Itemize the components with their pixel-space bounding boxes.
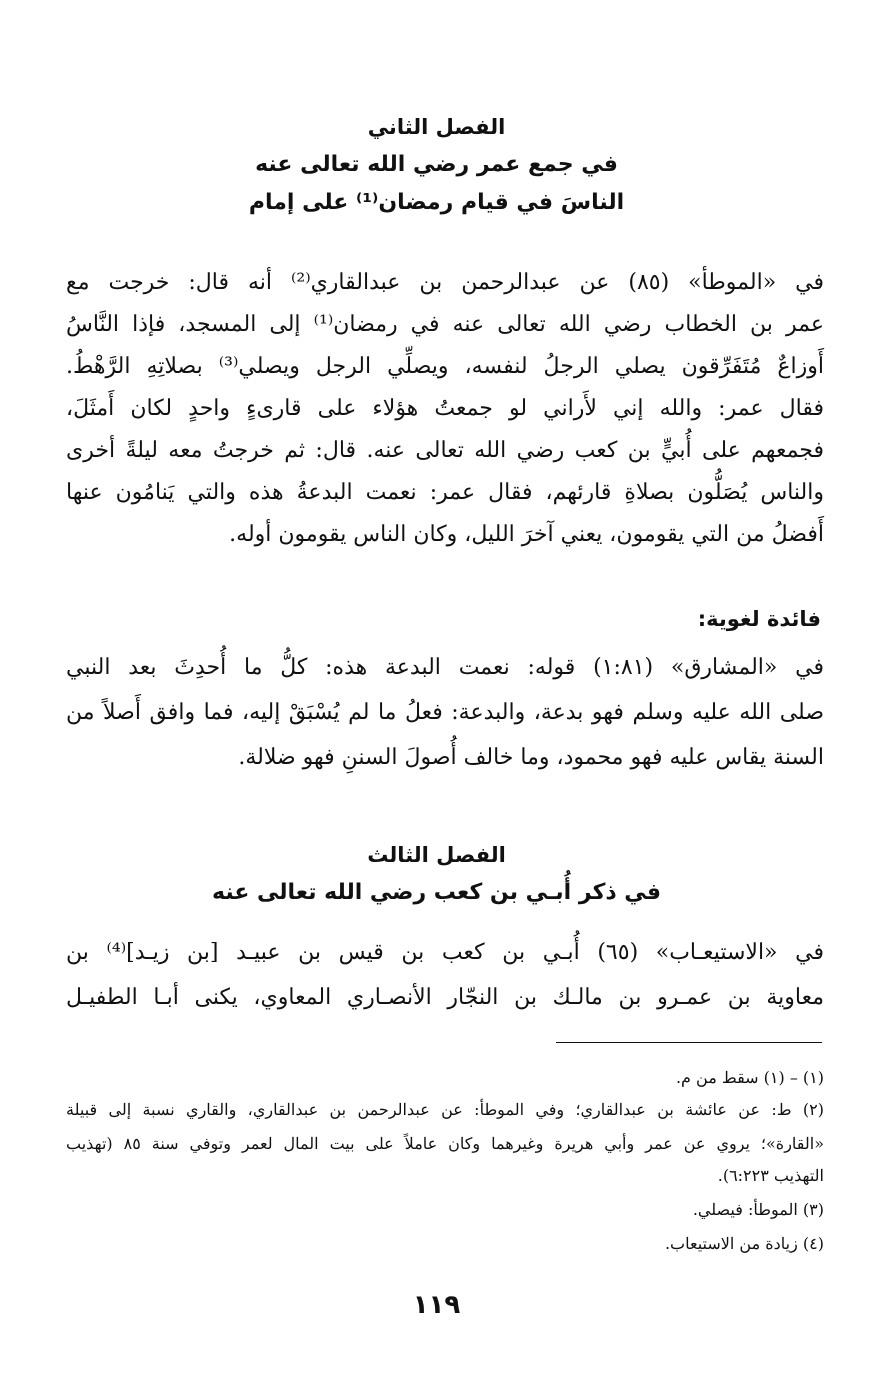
footnote: (٤) زيادة من الاستيعاب. (664, 1234, 824, 1253)
footnote: (٣) الموطأ: فيصلي. (692, 1200, 824, 1219)
chapter-title: الفصل الثاني (367, 115, 506, 139)
footnote: التهذيب ٦:٢٢٣). (717, 1166, 824, 1185)
footnote: (١) – (١) سقط من م. (675, 1068, 824, 1087)
body-line: في «الاستيعـاب» (٦٥) أُبـي بن كعب بن قيس بن عبيـد [بن زيـد]⁽⁴⁾ بن (66, 940, 824, 965)
body-line: معاوية بن عمـرو بن مالـك بن النجّار الأنصـاري المعاوي، يكنى أبـا الطفيـل (66, 985, 824, 1010)
body-line: السنة يقاس عليه فهو محمود، وما خالف أُصولَ السننِ فهو ضلالة. (238, 745, 824, 770)
body-line: صلى الله عليه وسلم فهو بدعة، والبدعة: فعلُ ما لم يُسْبَقْ إليه، فما وافق أَصلاً من (66, 700, 824, 725)
footnote: «القارة»؛ يروي عن عمر وأبي هريرة وغيرهما وكان عاملاً على بيت المال لعمر وتوفي سنة ٨٥ (تهذيب (66, 1134, 824, 1153)
body-line: أَفضلُ من التي يقومون، يعني آخرَ الليل، وكان الناس يقومون أوله. (229, 522, 824, 547)
footnote: (٢) ط: عن عائشة بن عبدالقاري؛ وفي الموطأ: عن عبدالرحمن بن عبدالقاري، والقاري نسبة إلى قبيلة (66, 1100, 824, 1119)
body-line: أَوزاعٌ مُتَفَرِّقون يصلي الرجلُ لنفسه، ويصلِّي الرجل ويصلي⁽³⁾ بصلاتِهِ الرَّهْطُ. (66, 354, 824, 379)
body-line: في «المشارق» (١:٨١) قوله: نعمت البدعة هذه: كلُّ ما أُحدِثَ بعد النبي (66, 655, 824, 680)
chapter-title: الفصل الثالث (367, 843, 506, 867)
footnote-divider (556, 1042, 822, 1043)
note-heading: فائدة لغوية: (697, 607, 821, 631)
body-line: عمر بن الخطاب رضي الله تعالى عنه في رمضان⁽¹⁾ إلى المسجد، فإذا النَّاسُ (66, 312, 824, 337)
page-number: ١١٩ (412, 1290, 461, 1320)
chapter-subtitle: في ذكر أُبـي بن كعب رضي الله تعالى عنه (212, 880, 661, 905)
body-line: فقال عمر: والله إني لأَراني لو جمعتُ هؤلاء على قارىءٍ واحدٍ لكان أَمثَلَ، (66, 396, 824, 421)
chapter-subtitle: الناسَ في قيام رمضان⁽¹⁾ على إمام (248, 190, 625, 215)
chapter-subtitle: في جمع عمر رضي الله تعالى عنه (255, 152, 618, 177)
body-line: فجمعهم على أُبيٍّ بن كعب رضي الله تعالى عنه. قال: ثم خرجتُ معه ليلةً أخرى (66, 438, 824, 463)
body-line: في «الموطأ» (٨٥) عن عبدالرحمن بن عبدالقاري⁽²⁾ أنه قال: خرجت مع (66, 270, 824, 295)
body-line: والناس يُصَلُّون بصلاةِ قارئهم، فقال عمر: نعمت البدعةُ هذه والتي يَنامُون عنها (66, 480, 824, 505)
